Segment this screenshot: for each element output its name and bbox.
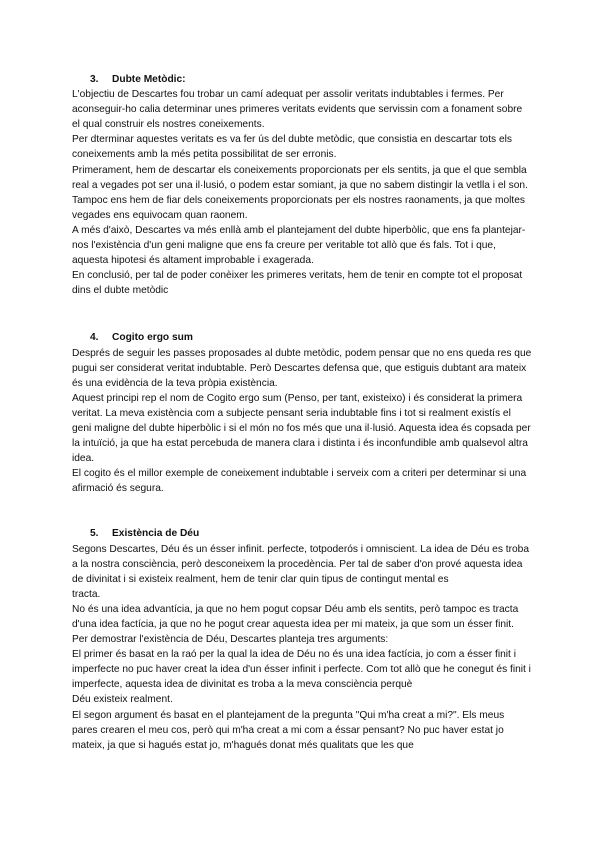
section-title: Existència de Déu [112,528,200,540]
paragraph: El primer és basat en la raó per la qual la idea de Déu no és una idea factícia, jo com a ésser finit i imperfecte no puc haver creat la idea d'un ésser infinit i perfecte. Com tot allò que he conegut és finit i imperfecte, aquesta idea de divinitat es troba a la meva consciència perquè [72,649,531,691]
paragraph: L'objectiu de Descartes fou trobar un camí adequat per assolir veritats indubtables i fermes. Per aconseguir-ho calia determinar unes primeres veritats evidents que servissin com a fonament sobre el qual construir els nostres coneixements. [72,89,523,131]
section-cogito-ergo-sum [72,330,532,496]
paragraph: No és una idea advantícia, ja que no hem pogut copsar Déu amb els sentits, però tampoc es tracta d'una idea factícia, ja que no he pogut crear aquesta idea per mi mateix, ja que som un ésser finit. [72,603,519,630]
document-body [72,72,532,753]
section-title: Dubte Metòdic: [112,74,186,85]
section-title: Cogito ergo sum [112,332,193,344]
paragraph: Déu existeix realment. [72,694,173,706]
paragraph: Primerament, hem de descartar els coneixements proporcionats per els sentits, ja que el que sembla real a vegades pot ser una il·lusió, o podem estar somiant, ja que no sabem distingir la vetlla i el son. Tampoc ens hem de fiar dels coneixements proporcionats per els nostres raonaments, ja que moltes vegades ens equivocam quan raonem. [72,164,528,221]
section-number: 3. [90,74,99,85]
section-heading [72,330,532,345]
section-spacer [72,496,532,526]
paragraph: El cogito és el millor exemple de coneixement indubtable i serveix com a criteri per determinar si una afirmació és segura. [72,468,527,495]
paragraph: Aquest principi rep el nom de Cogito ergo sum (Penso, per tant, existeixo) i és considerat la primera veritat. La meva existència com a subjecte pensant seria indubtable fins i tot si realment existís el geni maligne del dubte hiperbòlic i si el món no fos més que una il·lusió. Aquesta idea és copsada per la intuïció, ja que ha estat percebuda de manera clara i distinta i és inconfundible amb qualsevol altra idea. [72,392,531,465]
paragraph: En conclusió, per tal de poder conèixer les primeres veritats, hem de tenir en compte tot el proposat dins el dubte metòdic [72,270,523,297]
section-number: 4. [90,332,99,344]
section-heading [72,526,532,541]
paragraph: Segons Descartes, Déu és un ésser infinit. perfecte, totpoderós i omniscient. La idea de Déu es troba a la nostra consciència, però desconeixem la procedència. Per tal de saber d'on prové aquesta idea de divinitat i si existeix realment, hem de tenir clar quin tipus de contingut mental es [72,543,529,585]
section-existencia-de-deu [72,526,532,752]
paragraph: Després de seguir les passes proposades al dubte metòdic, podem pensar que no ens queda res que pugui ser considerat veritat indubtable. Però Descartes defensa que, que estiguis dubtant ara mateix és una evidència de la teva pròpia existència. [72,347,532,389]
section-spacer [72,298,532,330]
paragraph: Per dterminar aquestes veritats es va fer ús del dubte metòdic, que consistia en descartar tots els coneixements amb la més petita possibilitat de ser erronis. [72,134,512,161]
section-number: 5. [90,528,99,540]
paragraph: A més d'això, Descartes va més enllà amb el plantejament del dubte hiperbòlic, que ens fa plantejar-nos l'existència d'un geni maligne que ens fa creure per veritable tot allò que és fals. Tot i que, aquesta hipotesi és altament improbable i exagerada. [72,224,526,267]
paragraph: tracta. [72,588,101,600]
section-dubte-metodic [72,72,532,298]
section-heading [72,72,532,87]
paragraph: Per demostrar l'existència de Déu, Descartes planteja tres arguments: [72,634,389,646]
paragraph: El segon argument és basat en el plantejament de la pregunta "Qui m'ha creat a mi?". Els meus pares crearen el meu cos, però qui m'ha creat a mi com a éssar pensant? No puc haver estat jo mateix, ja que si hagués estat jo, m'hagués donat més qualitats que les que [72,709,505,751]
